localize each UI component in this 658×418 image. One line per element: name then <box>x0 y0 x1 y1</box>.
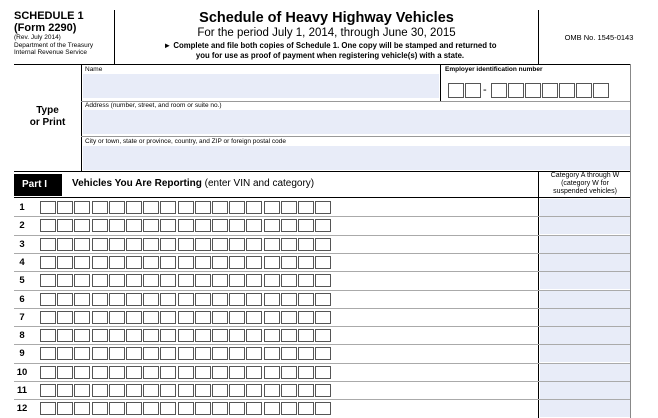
ein-digit-6[interactable] <box>542 83 558 98</box>
vehicle-row-number: 11 <box>16 385 28 396</box>
vin-character-box[interactable] <box>264 219 280 232</box>
vin-character-box[interactable] <box>178 384 194 397</box>
vin-character-box[interactable] <box>195 274 211 287</box>
vin-character-box[interactable] <box>178 311 194 324</box>
vin-character-box[interactable] <box>143 311 159 324</box>
part-one-header-rule <box>14 197 630 198</box>
vin-character-box[interactable] <box>109 274 125 287</box>
vin-character-box[interactable] <box>57 293 73 306</box>
vehicle-category-field[interactable] <box>540 309 630 326</box>
category-column-header <box>540 172 630 196</box>
vin-character-box[interactable] <box>40 384 56 397</box>
vin-character-box[interactable] <box>143 274 159 287</box>
vin-character-box[interactable] <box>298 311 314 324</box>
vin-character-box[interactable] <box>57 201 73 214</box>
vin-character-box[interactable] <box>92 219 108 232</box>
vin-character-box[interactable] <box>143 201 159 214</box>
vin-character-box[interactable] <box>74 384 90 397</box>
vehicle-row-number: 5 <box>19 275 25 287</box>
vin-character-box[interactable] <box>298 201 314 214</box>
vin-character-box[interactable] <box>246 201 262 214</box>
vin-character-box[interactable] <box>281 384 297 397</box>
vin-character-box[interactable] <box>246 384 262 397</box>
vin-character-box[interactable] <box>212 274 228 287</box>
vin-character-box[interactable] <box>246 293 262 306</box>
city-label: City or town, state or province, country, and ZIP or foreign postal code <box>85 138 286 145</box>
vin-character-box[interactable] <box>126 293 142 306</box>
vin-character-box[interactable] <box>178 256 194 269</box>
vehicle-category-field[interactable] <box>540 254 630 271</box>
vin-character-box[interactable] <box>281 274 297 287</box>
vehicle-row-number: 4 <box>19 256 25 268</box>
filing-instructions <box>125 41 535 61</box>
vehicle-row-rule <box>14 381 630 382</box>
vin-character-box[interactable] <box>212 347 228 360</box>
vin-character-box[interactable] <box>57 311 73 324</box>
vin-character-box[interactable] <box>143 329 159 342</box>
vehicle-row-rule <box>14 344 630 345</box>
vin-character-box[interactable] <box>246 311 262 324</box>
vin-character-box[interactable] <box>57 274 73 287</box>
vin-character-box[interactable] <box>298 402 314 415</box>
schedule-label: SCHEDULE 1 <box>14 10 84 22</box>
header-divider-right <box>538 10 539 64</box>
part-one-title-rest: (enter VIN and category) <box>204 178 315 189</box>
vin-character-box[interactable] <box>57 329 73 342</box>
vin-character-box[interactable] <box>264 238 280 251</box>
vin-character-box[interactable] <box>212 402 228 415</box>
vin-character-box[interactable] <box>178 329 194 342</box>
vin-character-box[interactable] <box>57 256 73 269</box>
ein-digit-4[interactable] <box>508 83 524 98</box>
vin-character-box[interactable] <box>264 256 280 269</box>
vin-character-box[interactable] <box>212 366 228 379</box>
vehicle-row-rule <box>14 216 630 217</box>
vin-character-box[interactable] <box>212 238 228 251</box>
header-bottom-rule <box>14 64 630 65</box>
vehicle-row-rule <box>14 326 630 327</box>
vin-character-box[interactable] <box>195 238 211 251</box>
vin-character-box[interactable] <box>109 329 125 342</box>
vin-character-box[interactable] <box>160 201 176 214</box>
vin-character-box[interactable] <box>315 366 331 379</box>
vin-character-box[interactable] <box>40 293 56 306</box>
vin-character-box[interactable] <box>281 366 297 379</box>
form-identifier <box>14 10 114 57</box>
vin-character-box[interactable] <box>92 293 108 306</box>
vin-character-box[interactable] <box>160 274 176 287</box>
vin-character-box[interactable] <box>178 201 194 214</box>
vin-character-box[interactable] <box>126 384 142 397</box>
vehicle-category-field[interactable] <box>540 236 630 253</box>
vin-character-box[interactable] <box>195 311 211 324</box>
vin-character-box[interactable] <box>315 201 331 214</box>
vin-character-box[interactable] <box>126 256 142 269</box>
vin-character-box[interactable] <box>160 384 176 397</box>
vin-character-box[interactable] <box>229 256 245 269</box>
vin-character-box[interactable] <box>74 201 90 214</box>
vin-character-box[interactable] <box>92 256 108 269</box>
vin-character-box[interactable] <box>229 384 245 397</box>
vin-character-box[interactable] <box>40 238 56 251</box>
vin-character-box[interactable] <box>143 402 159 415</box>
vin-character-box[interactable] <box>40 329 56 342</box>
vehicle-category-field[interactable] <box>540 345 630 362</box>
form-number: (Form 2290) <box>14 22 77 34</box>
vin-character-box[interactable] <box>109 311 125 324</box>
vehicle-row-rule <box>14 253 630 254</box>
vin-character-box[interactable] <box>178 402 194 415</box>
vin-character-box[interactable] <box>143 256 159 269</box>
vin-character-box[interactable] <box>160 311 176 324</box>
vin-character-box[interactable] <box>281 311 297 324</box>
vin-character-box[interactable] <box>109 347 125 360</box>
vin-character-box[interactable] <box>74 238 90 251</box>
vin-character-box[interactable] <box>315 347 331 360</box>
vin-character-box[interactable] <box>229 219 245 232</box>
vin-character-box[interactable] <box>126 402 142 415</box>
vin-character-box[interactable] <box>126 311 142 324</box>
vin-character-box[interactable] <box>264 293 280 306</box>
vin-character-box[interactable] <box>298 274 314 287</box>
vin-character-box[interactable] <box>315 329 331 342</box>
vin-character-box[interactable] <box>74 256 90 269</box>
vin-character-box[interactable] <box>246 366 262 379</box>
vin-character-box[interactable] <box>315 274 331 287</box>
ein-digit-9[interactable] <box>593 83 609 98</box>
vin-character-box[interactable] <box>315 293 331 306</box>
vin-character-box[interactable] <box>178 219 194 232</box>
vin-character-box[interactable] <box>160 347 176 360</box>
vin-character-box[interactable] <box>264 274 280 287</box>
vin-character-box[interactable] <box>92 366 108 379</box>
vin-character-box[interactable] <box>126 219 142 232</box>
right-border <box>630 64 631 418</box>
vin-character-box[interactable] <box>143 366 159 379</box>
vin-character-box[interactable] <box>126 347 142 360</box>
vehicle-row-number: 12 <box>16 403 28 415</box>
vin-character-box[interactable] <box>195 293 211 306</box>
vin-character-box[interactable] <box>40 402 56 415</box>
vin-character-box[interactable] <box>143 384 159 397</box>
vin-character-box[interactable] <box>92 274 108 287</box>
vin-character-box[interactable] <box>264 311 280 324</box>
vin-character-box[interactable] <box>126 329 142 342</box>
vin-character-box[interactable] <box>178 274 194 287</box>
vin-character-box[interactable] <box>74 293 90 306</box>
vin-character-box[interactable] <box>298 256 314 269</box>
vin-character-box[interactable] <box>57 384 73 397</box>
vin-character-box[interactable] <box>281 238 297 251</box>
vin-character-box[interactable] <box>264 329 280 342</box>
vin-character-box[interactable] <box>57 238 73 251</box>
vin-character-box[interactable] <box>281 293 297 306</box>
vin-character-box[interactable] <box>264 384 280 397</box>
vehicle-row-number: 8 <box>19 330 25 342</box>
vin-character-box[interactable] <box>195 219 211 232</box>
vin-character-box[interactable] <box>109 201 125 214</box>
vin-character-box[interactable] <box>74 311 90 324</box>
vehicle-row-rule <box>14 290 630 291</box>
vin-character-box[interactable] <box>109 293 125 306</box>
vin-character-box[interactable] <box>281 402 297 415</box>
vin-character-box[interactable] <box>40 274 56 287</box>
vin-character-box[interactable] <box>143 238 159 251</box>
vin-character-box[interactable] <box>109 219 125 232</box>
vin-character-box[interactable] <box>109 384 125 397</box>
vin-character-box[interactable] <box>92 238 108 251</box>
vin-character-box[interactable] <box>40 311 56 324</box>
vin-character-box[interactable] <box>212 329 228 342</box>
vin-character-box[interactable] <box>298 347 314 360</box>
city-field[interactable] <box>83 146 630 170</box>
vehicle-row-rule <box>14 271 630 272</box>
or-print-label: or Print <box>29 117 66 128</box>
vin-character-box[interactable] <box>281 347 297 360</box>
ein-digit-1[interactable] <box>448 83 464 98</box>
vin-character-box[interactable] <box>143 293 159 306</box>
category-header-line-3: suspended vehicles) <box>553 188 617 195</box>
vin-character-box[interactable] <box>74 274 90 287</box>
vin-character-box[interactable] <box>126 201 142 214</box>
vin-character-box[interactable] <box>74 366 90 379</box>
vin-character-box[interactable] <box>315 238 331 251</box>
vin-character-box[interactable] <box>264 366 280 379</box>
vin-character-box[interactable] <box>315 256 331 269</box>
vin-character-box[interactable] <box>229 311 245 324</box>
vin-character-box[interactable] <box>246 329 262 342</box>
vin-character-box[interactable] <box>315 311 331 324</box>
vin-character-box[interactable] <box>264 402 280 415</box>
vin-character-box[interactable] <box>40 201 56 214</box>
vin-character-box[interactable] <box>178 347 194 360</box>
ein-separator: - <box>483 84 487 96</box>
vehicle-row-rule <box>14 363 630 364</box>
vin-character-box[interactable] <box>178 238 194 251</box>
vin-character-box[interactable] <box>143 347 159 360</box>
vin-character-box[interactable] <box>40 366 56 379</box>
vin-character-box[interactable] <box>160 293 176 306</box>
vehicle-category-field[interactable] <box>540 327 630 344</box>
instruction-line-2: you for use as proof of payment when registering vehicle(s) with a state. <box>195 51 465 60</box>
vin-character-box[interactable] <box>109 366 125 379</box>
vehicle-row-number: 2 <box>19 220 25 232</box>
vin-character-box[interactable] <box>212 201 228 214</box>
vehicle-row-rule <box>14 235 630 236</box>
vin-character-box[interactable] <box>212 311 228 324</box>
vin-character-box[interactable] <box>298 219 314 232</box>
vin-character-box[interactable] <box>298 366 314 379</box>
vin-character-box[interactable] <box>212 293 228 306</box>
vin-character-box[interactable] <box>92 311 108 324</box>
vin-character-box[interactable] <box>126 366 142 379</box>
vin-character-box[interactable] <box>143 219 159 232</box>
vin-character-box[interactable] <box>212 219 228 232</box>
type-label: Type <box>36 105 59 116</box>
vin-character-box[interactable] <box>264 347 280 360</box>
vin-character-box[interactable] <box>92 347 108 360</box>
vin-character-box[interactable] <box>92 384 108 397</box>
vin-character-box[interactable] <box>40 347 56 360</box>
vin-character-box[interactable] <box>195 366 211 379</box>
vin-character-box[interactable] <box>195 329 211 342</box>
category-header-line-2: (category W for <box>561 180 609 187</box>
vin-character-box[interactable] <box>178 293 194 306</box>
vin-character-box[interactable] <box>74 329 90 342</box>
vin-character-box[interactable] <box>57 347 73 360</box>
info-left-border <box>81 64 82 172</box>
vehicle-row-number: 6 <box>19 293 25 305</box>
vin-character-box[interactable] <box>264 201 280 214</box>
vin-character-box[interactable] <box>160 238 176 251</box>
vehicle-category-field[interactable] <box>540 364 630 381</box>
instruction-line-1: ► Complete and file both copies of Schedule 1. One copy will be stamped and returned to <box>163 41 497 50</box>
vehicle-row-rule <box>14 308 630 309</box>
vin-character-box[interactable] <box>212 384 228 397</box>
vehicle-category-field[interactable] <box>540 382 630 399</box>
agency-label: Internal Revenue Service <box>14 49 87 56</box>
vin-character-box[interactable] <box>160 219 176 232</box>
department-label: Department of the Treasury <box>14 41 94 49</box>
part-one-tag: Part I <box>14 174 62 196</box>
vin-character-box[interactable] <box>195 201 211 214</box>
vin-character-box[interactable] <box>246 256 262 269</box>
revision-date: (Rev. July 2014) <box>14 34 61 41</box>
vehicle-row-number: 7 <box>19 311 25 323</box>
tax-period: For the period July 1, 2014, through June 30, 2015 <box>197 27 456 39</box>
vehicle-category-field[interactable] <box>540 291 630 308</box>
vin-character-box[interactable] <box>315 384 331 397</box>
ein-digit-2[interactable] <box>465 83 481 98</box>
vin-character-box[interactable] <box>57 219 73 232</box>
vin-character-box[interactable] <box>229 402 245 415</box>
vehicle-category-field[interactable] <box>540 199 630 216</box>
ein-divider <box>440 64 441 102</box>
part-one-title <box>72 178 314 189</box>
vin-character-box[interactable] <box>178 366 194 379</box>
vehicle-row-number: 9 <box>19 348 25 360</box>
ein-digit-5[interactable] <box>525 83 541 98</box>
form-title: Schedule of Heavy Highway Vehicles <box>199 10 454 26</box>
vin-character-box[interactable] <box>281 201 297 214</box>
vin-character-box[interactable] <box>92 201 108 214</box>
vin-character-box[interactable] <box>229 274 245 287</box>
vin-character-box[interactable] <box>229 238 245 251</box>
vin-character-box[interactable] <box>74 347 90 360</box>
vin-character-box[interactable] <box>109 402 125 415</box>
vin-character-box[interactable] <box>281 219 297 232</box>
vin-character-box[interactable] <box>126 274 142 287</box>
vin-character-box[interactable] <box>229 293 245 306</box>
vin-character-box[interactable] <box>92 329 108 342</box>
address-row-rule <box>81 136 630 137</box>
vin-character-box[interactable] <box>298 238 314 251</box>
vin-character-box[interactable] <box>195 402 211 415</box>
vin-character-box[interactable] <box>229 347 245 360</box>
vin-character-box[interactable] <box>160 366 176 379</box>
vin-character-box[interactable] <box>92 402 108 415</box>
vehicle-row-rule <box>14 399 630 400</box>
name-label: Name <box>85 66 103 73</box>
vin-character-box[interactable] <box>109 256 125 269</box>
address-label: Address (number, street, and room or suite no.) <box>85 102 222 109</box>
vin-character-box[interactable] <box>229 201 245 214</box>
vin-character-box[interactable] <box>40 256 56 269</box>
vin-character-box[interactable] <box>281 256 297 269</box>
category-header-line-1: Category A through W <box>550 172 620 179</box>
vehicle-row-number: 1 <box>19 202 25 213</box>
vehicle-row-number: 3 <box>19 238 25 250</box>
vehicle-category-field[interactable] <box>540 217 630 234</box>
vin-character-box[interactable] <box>109 238 125 251</box>
vin-character-box[interactable] <box>126 238 142 251</box>
vin-character-box[interactable] <box>298 384 314 397</box>
vin-character-box[interactable] <box>57 366 73 379</box>
vin-character-box[interactable] <box>160 402 176 415</box>
vin-character-box[interactable] <box>229 366 245 379</box>
ein-digit-7[interactable] <box>559 83 575 98</box>
vin-character-box[interactable] <box>74 219 90 232</box>
vehicle-row-number: 10 <box>16 366 28 378</box>
ein-digit-3[interactable] <box>491 83 507 98</box>
vin-character-box[interactable] <box>195 384 211 397</box>
ein-digit-8[interactable] <box>576 83 592 98</box>
vin-character-box[interactable] <box>246 402 262 415</box>
vin-character-box[interactable] <box>57 402 73 415</box>
vin-character-box[interactable] <box>315 402 331 415</box>
vin-character-box[interactable] <box>246 238 262 251</box>
part-one-title-bold: Vehicles You Are Reporting <box>72 178 202 189</box>
omb-number: OMB No. 1545-0143 <box>564 33 634 42</box>
type-or-print-label <box>20 105 75 129</box>
vin-character-box[interactable] <box>40 219 56 232</box>
vin-character-box[interactable] <box>298 329 314 342</box>
vin-character-box[interactable] <box>246 347 262 360</box>
vin-character-box[interactable] <box>315 219 331 232</box>
vin-character-box[interactable] <box>298 293 314 306</box>
vin-character-box[interactable] <box>212 256 228 269</box>
vehicle-category-field[interactable] <box>540 272 630 289</box>
vin-character-box[interactable] <box>160 256 176 269</box>
vehicle-category-field[interactable] <box>540 400 630 417</box>
name-field[interactable] <box>83 74 439 98</box>
vin-character-box[interactable] <box>246 219 262 232</box>
ein-label: Employer identification number <box>445 66 543 73</box>
vin-character-box[interactable] <box>281 329 297 342</box>
vin-character-box[interactable] <box>195 347 211 360</box>
vin-character-box[interactable] <box>195 256 211 269</box>
vin-character-box[interactable] <box>246 274 262 287</box>
vin-character-box[interactable] <box>160 329 176 342</box>
vin-character-box[interactable] <box>74 402 90 415</box>
address-field[interactable] <box>83 110 630 134</box>
vin-character-box[interactable] <box>229 329 245 342</box>
